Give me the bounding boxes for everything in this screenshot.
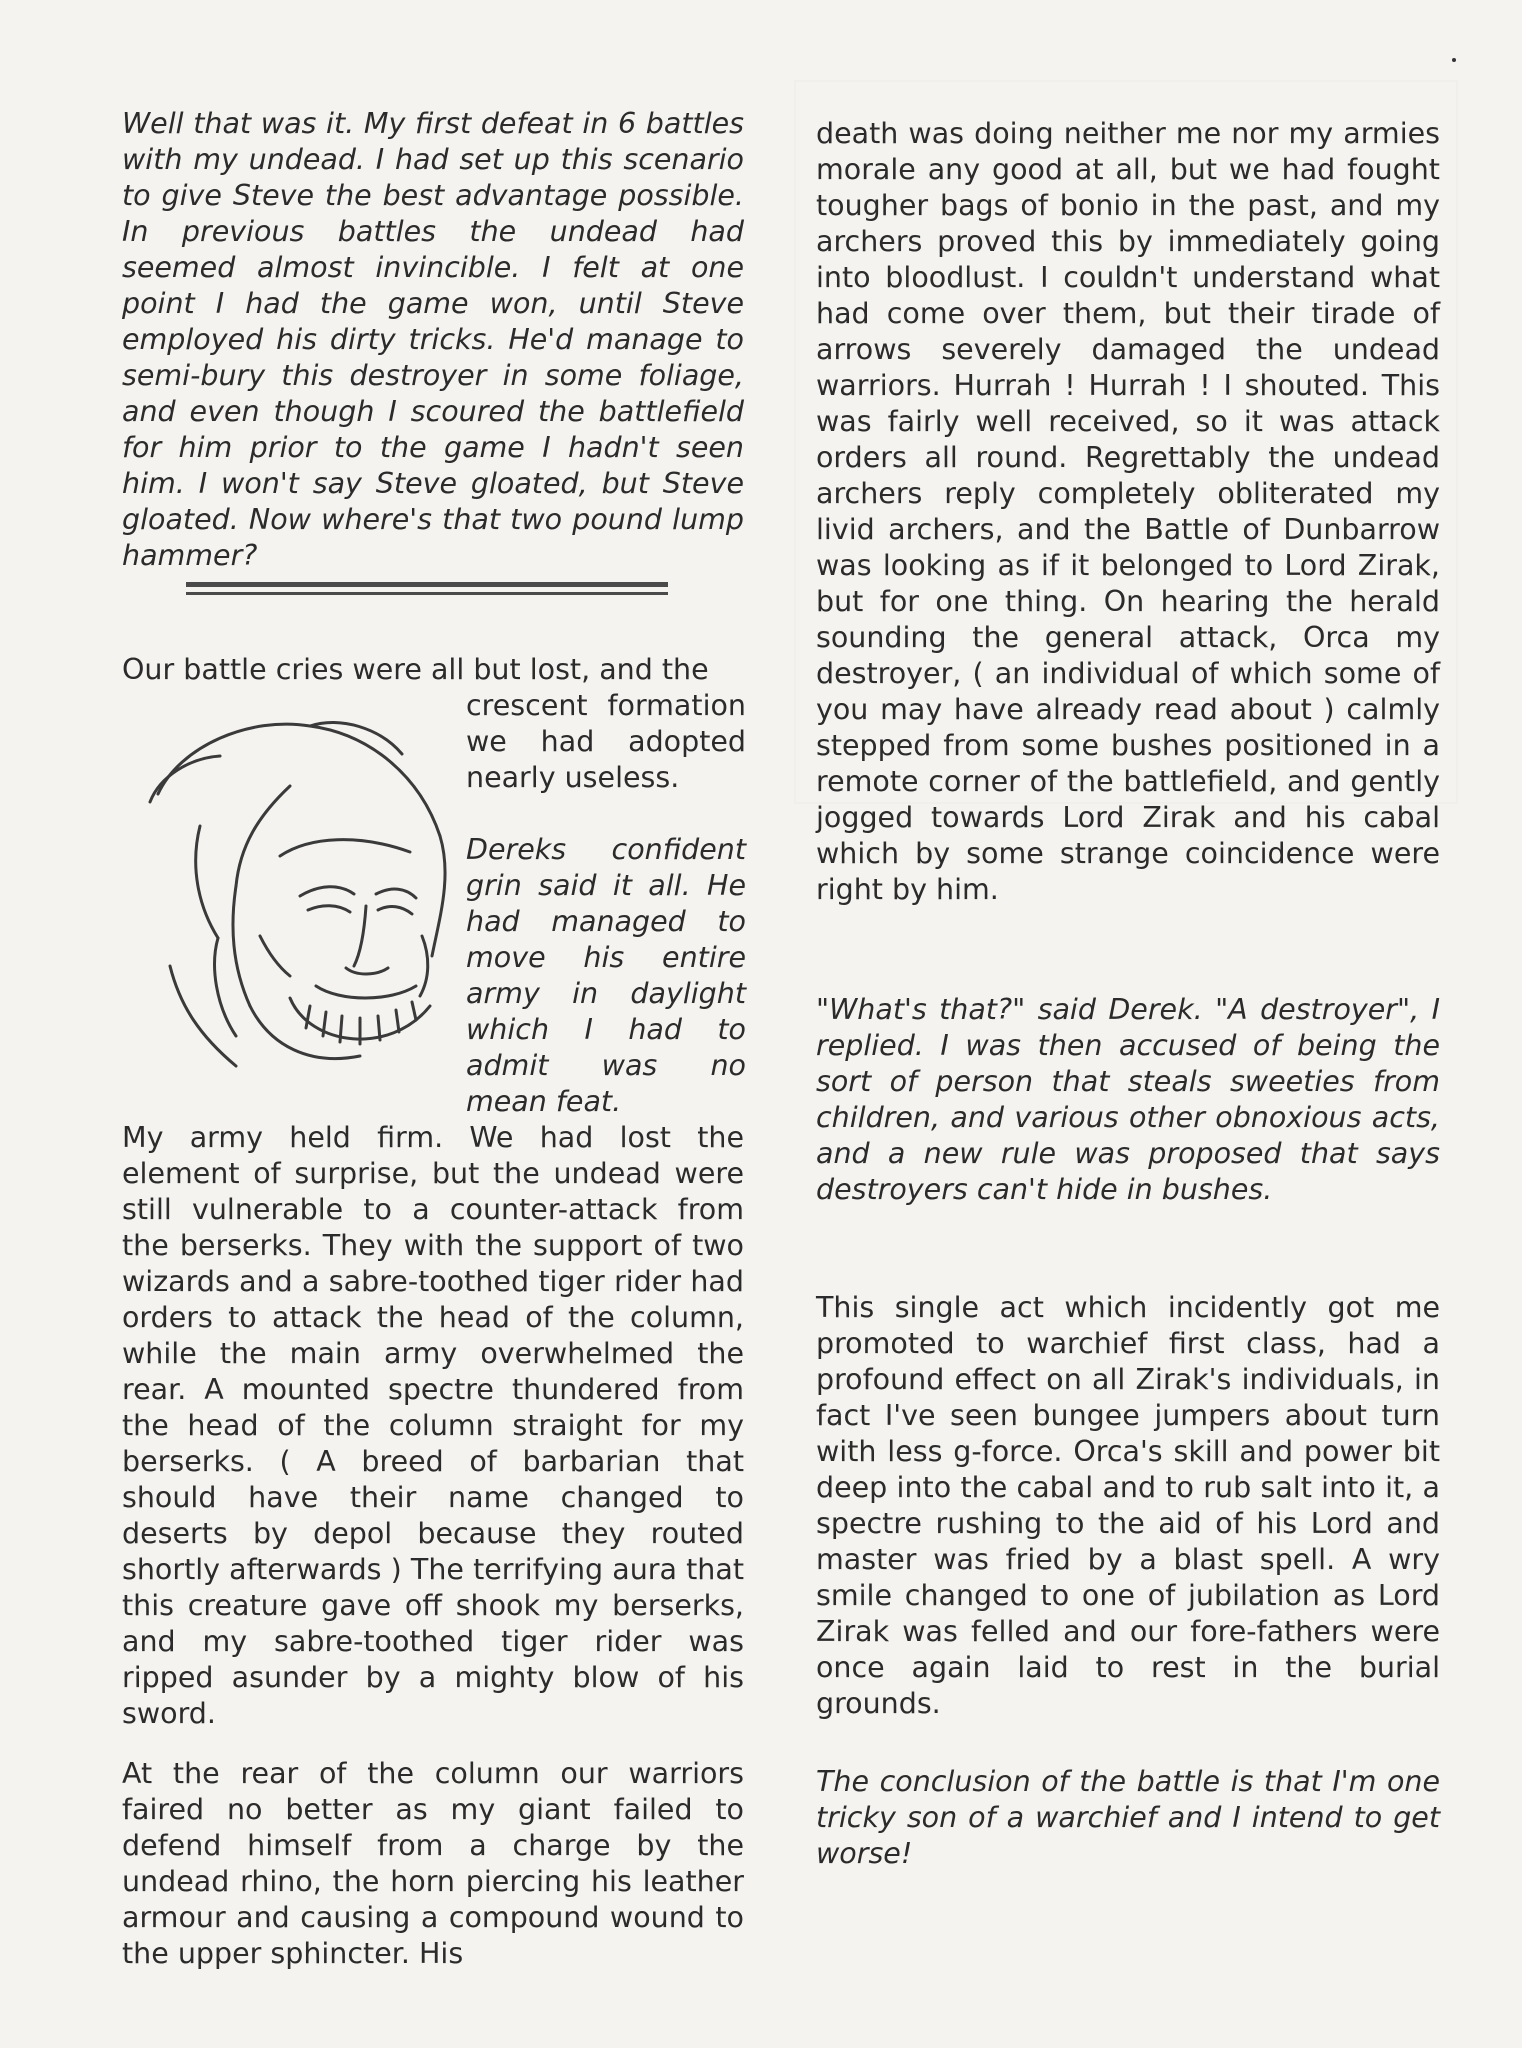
derek-face-sketch [140, 706, 460, 1086]
army-held-paragraph [122, 1120, 744, 1732]
death-paragraph [816, 116, 1440, 908]
conclusion-text: The conclusion of the battle is that I'm one tricky son of a warchief and I intend to get worse! [816, 1765, 1440, 1870]
rear-column-paragraph [122, 1756, 744, 1972]
intro-text: Well that was it. My first defeat in 6 battles with my undead. I had set up this scenario to give Steve the best advantage possible. In previous battles the undead had seemed almost invincible. I felt at one point I had the game won, until Steve employed his dirty tricks. He'd manage to semi-bury this destroyer in some foliage, and even though I scoured the battlefield for him prior to the game I hadn't seen him. I won't say Steve gloated, but Steve gloated. Now where's that two pound lump hammer? [122, 107, 744, 572]
death-text: death was doing neither me nor my armies morale any good at all, but we had fought tougher bags of bonio in the past, and my archers proved this by immediately going into bloodlust. I couldn't understand what had come over them, but their tirade of arrows severely damaged the undead warriors. Hurrah ! Hurrah ! I shouted. This was fairly well received, so it was attack orders all round. Regrettably the undead archers reply completely obliterated my livid archers, and the Battle of Dunbarrow was looking as if it belonged to Lord Zirak, but for one thing. On hearing the herald sounding the general attack, Orca my destroyer, ( an individual of which some of you may have already read about ) calmly stepped from some bushes positioned in a remote corner of the battlefield, and gently jogged towards Lord Zirak and his cabal which by some strange coincidence were right by him. [816, 117, 1440, 906]
intro-paragraph [122, 106, 744, 574]
single-act-text: This single act which incidently got me promoted to warchief first class, had a profound effect on all Zirak's individuals, in fact I've seen bungee jumpers about turn with less g-force. Orca's skill and power bit deep into the cabal and to rub salt into it, a spectre rushing to the aid of his Lord and master was fried by a blast spell. A wry smile changed to one of jubilation as Lord Zirak was felled and our fore-fathers were once again laid to rest in the burial grounds. [816, 1291, 1440, 1720]
divider-rule-top [186, 582, 668, 587]
section-divider [186, 582, 668, 600]
single-act-paragraph [816, 1290, 1440, 1722]
battle-cries-lead-text: Our battle cries were all but lost, and the [122, 653, 709, 686]
battle-cries-lead [122, 652, 744, 688]
whats-that-paragraph [816, 992, 1440, 1208]
rear-column-text: At the rear of the column our warriors faired no better as my giant failed to defend himself from a charge by the undead rhino, the horn piercing his leather armour and causing a compound wound to the upper sphincter. His [122, 1757, 744, 1970]
derek-portrait-illustration [140, 706, 460, 1086]
whats-that-text: "What's that?" said Derek. "A destroyer", I replied. I was then accused of being the sort of person that steals sweeties from children, and various other obnoxious acts, and a new rule was proposed that says destroyers can't hide in bushes. [816, 993, 1440, 1206]
conclusion-paragraph [816, 1764, 1440, 1872]
speck-mark [1452, 58, 1456, 62]
battle-cries-rest-text: crescent formation we had adopted nearly useless. [466, 689, 746, 794]
army-held-text: My army held firm. We had lost the element of surprise, but the undead were still vulnerable to a counter-attack from the berserks. They with the support of two wizards and a sabre-toothed tiger rider had orders to attack the head of the column, while the main army overwhelmed the rear. A mounted spectre thundered from the head of the column straight for my berserks. ( A breed of barbarian that should have their name changed to deserts by depol because they routed shortly afterwards ) The terrifying aura that this creature gave off shook my berserks, and my sabre-toothed tiger rider was ripped asunder by a mighty blow of his sword. [122, 1121, 744, 1730]
battle-cries-rest [466, 688, 746, 796]
derek-caption-text: Dereks confident grin said it all. He had managed to move his entire army in daylight which I had to admit was no mean feat. [466, 833, 746, 1118]
divider-rule-bottom [186, 592, 668, 595]
derek-caption [466, 832, 746, 1120]
